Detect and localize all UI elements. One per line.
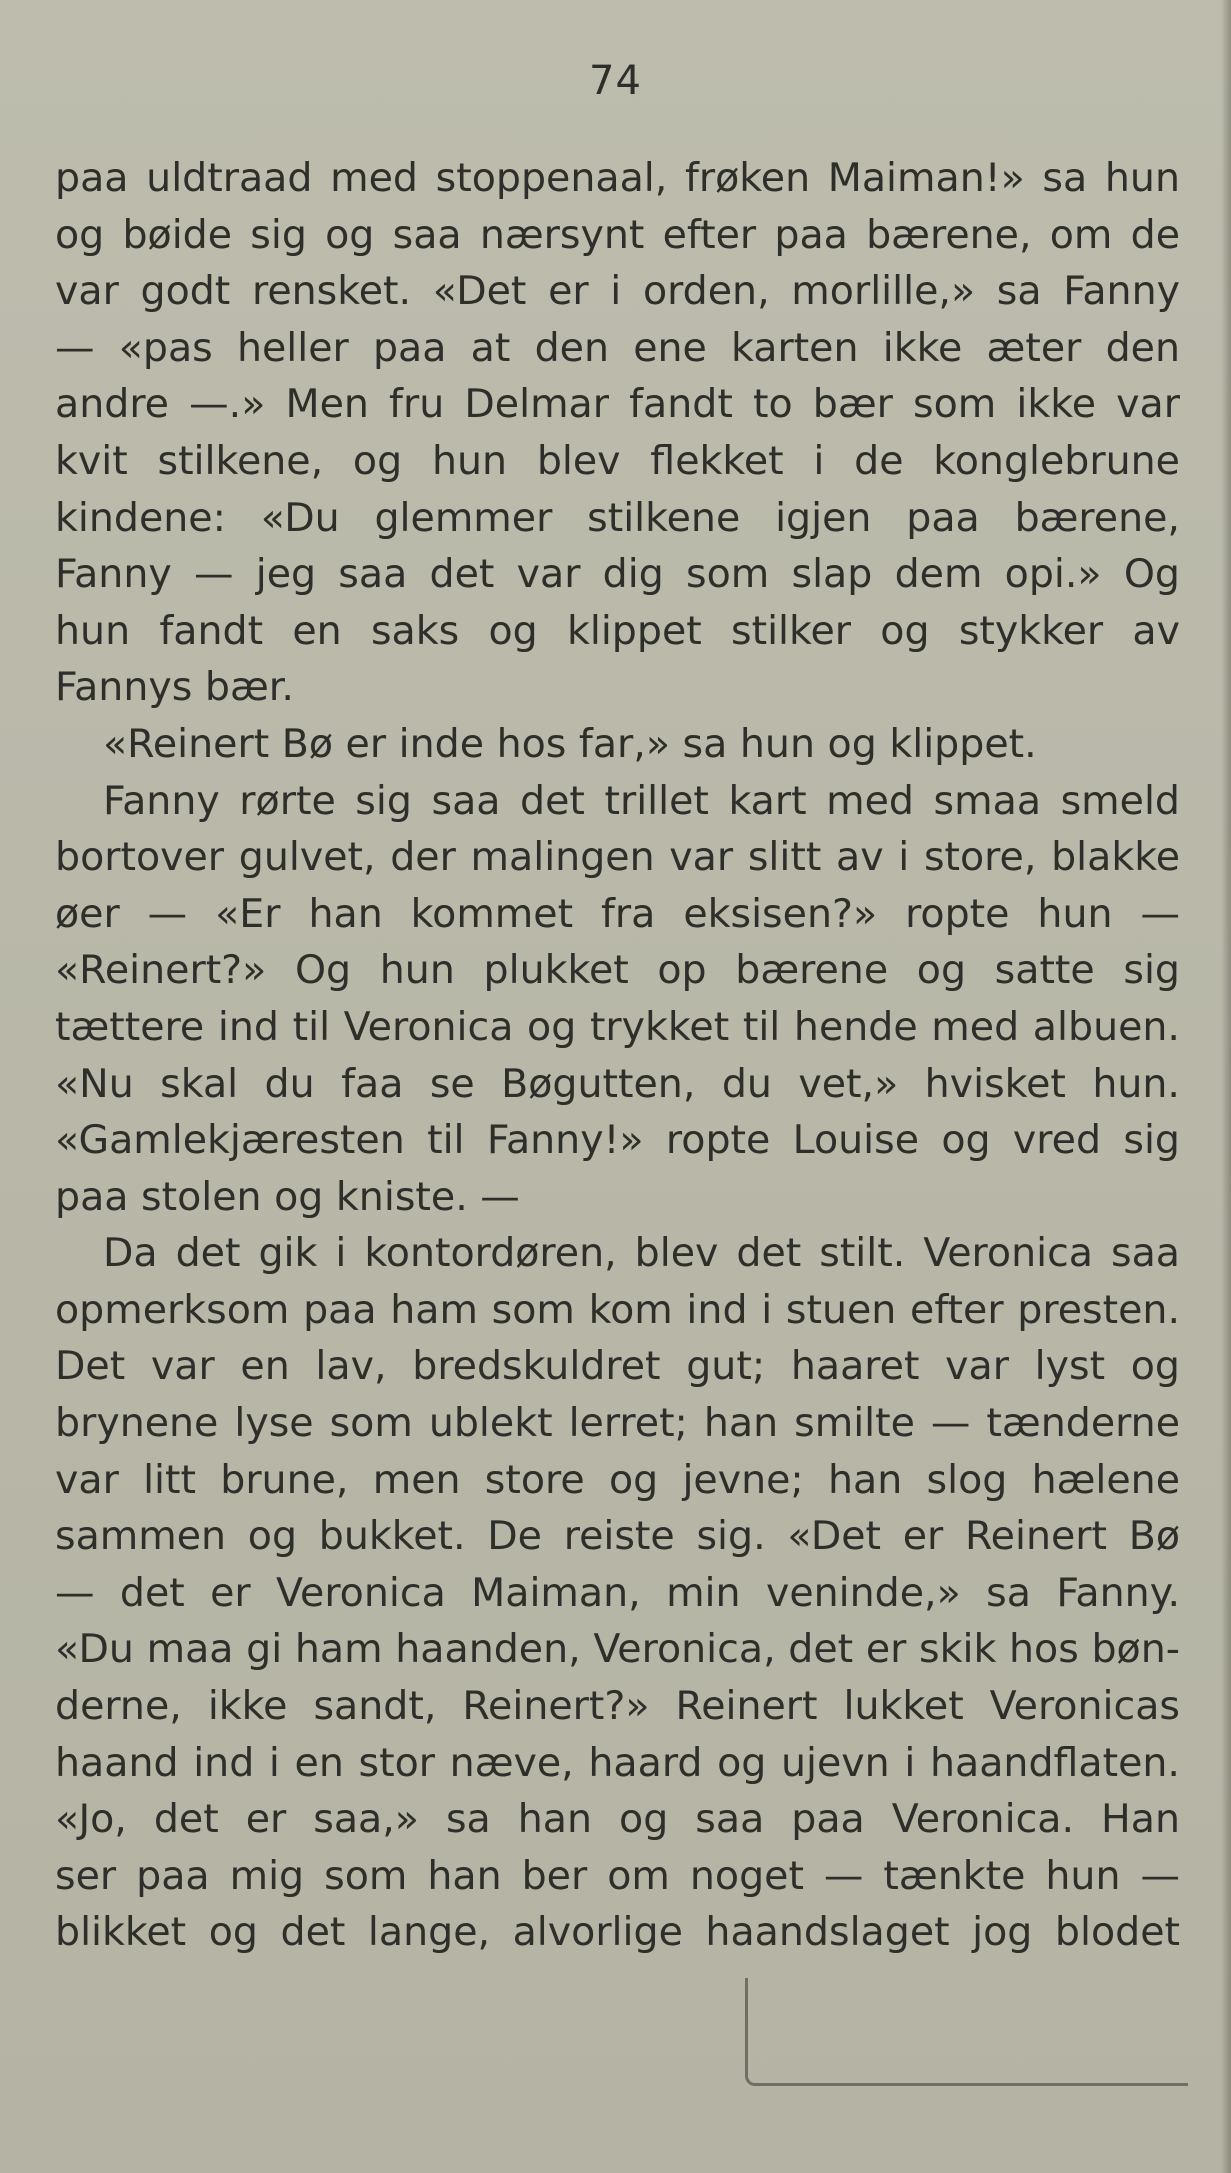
- text-line: Fanny rørte sig saa det trillet kart med smaa smeld: [103, 777, 1180, 824]
- text-line: kindene: «Du glemmer stilkene igjen paa bærene,: [55, 494, 1180, 541]
- text-line: «Nu skal du faa se Bøgutten, du vet,» hvisket hun.: [55, 1060, 1180, 1107]
- page-edge-shadow: [1221, 0, 1231, 2173]
- text-line: sammen og bukket. De reiste sig. «Det er Reinert Bø: [55, 1513, 1180, 1560]
- text-line: blikket og det lange, alvorlige haandslaget jog blodet: [55, 1909, 1180, 1956]
- text-line: — «pas heller paa at den ene karten ikke æter den: [55, 324, 1180, 371]
- text-line: ser paa mig som han ber om noget — tænkte hun —: [55, 1852, 1180, 1899]
- text-line: andre —.» Men fru Delmar fandt to bær som ikke var: [55, 381, 1180, 428]
- text-line: «Gamlekjæresten til Fanny!» ropte Louise og vred sig: [55, 1117, 1180, 1164]
- text-line: haand ind i en stor næve, haard og ujevn i haandflaten.: [55, 1739, 1180, 1786]
- text-line: Fannys bær.: [55, 664, 294, 711]
- text-line: «Reinert?» Og hun plukket op bærene og satte sig: [55, 947, 1180, 994]
- text-line: derne, ikke sandt, Reinert?» Reinert lukket Veronicas: [55, 1683, 1180, 1730]
- text-line: og bøide sig og saa nærsynt efter paa bærene, om de: [55, 211, 1180, 258]
- text-line: var godt rensket. «Det er i orden, morlille,» sa Fanny: [55, 268, 1180, 315]
- text-line: Det var en lav, bredskuldret gut; haaret var lyst og: [55, 1343, 1180, 1390]
- text-line: paa uldtraad med stoppenaal, frøken Maiman!» sa hun: [55, 155, 1180, 201]
- text-line: brynene lyse som ublekt lerret; han smilte — tænderne: [55, 1400, 1180, 1447]
- text-line: paa stolen og kniste. —: [55, 1173, 520, 1220]
- text-line: «Reinert Bø er inde hos far,» sa hun og klippet.: [103, 720, 1037, 767]
- text-line: tættere ind til Veronica og trykket til hende med albuen.: [55, 1003, 1180, 1050]
- text-line: Da det gik i kontordøren, blev det stilt. Veronica saa: [103, 1230, 1180, 1277]
- text-line: Fanny — jeg saa det var dig som slap dem opi.» Og: [55, 551, 1180, 598]
- body-text: [55, 150, 1180, 1961]
- text-line: opmerksom paa ham som kom ind i stuen efter presten.: [55, 1286, 1180, 1333]
- text-line: «Du maa gi ham haanden, Veronica, det er skik hos bøn-: [55, 1626, 1180, 1673]
- paper-paste-mark: [745, 1978, 1188, 2086]
- text-line: var litt brune, men store og jevne; han slog hælene: [55, 1456, 1180, 1503]
- page-number: 74: [589, 58, 642, 104]
- text-line: øer — «Er han kommet fra eksisen?» ropte hun —: [55, 890, 1180, 937]
- text-line: — det er Veronica Maiman, min veninde,» sa Fanny.: [55, 1569, 1180, 1616]
- text-line: kvit stilkene, og hun blev flekket i de konglebrune: [55, 437, 1180, 484]
- text-line: hun fandt en saks og klippet stilker og stykker av: [55, 607, 1180, 654]
- text-line: bortover gulvet, der malingen var slitt av i store, blakke: [55, 834, 1180, 881]
- text-line: «Jo, det er saa,» sa han og saa paa Veronica. Han: [55, 1796, 1180, 1843]
